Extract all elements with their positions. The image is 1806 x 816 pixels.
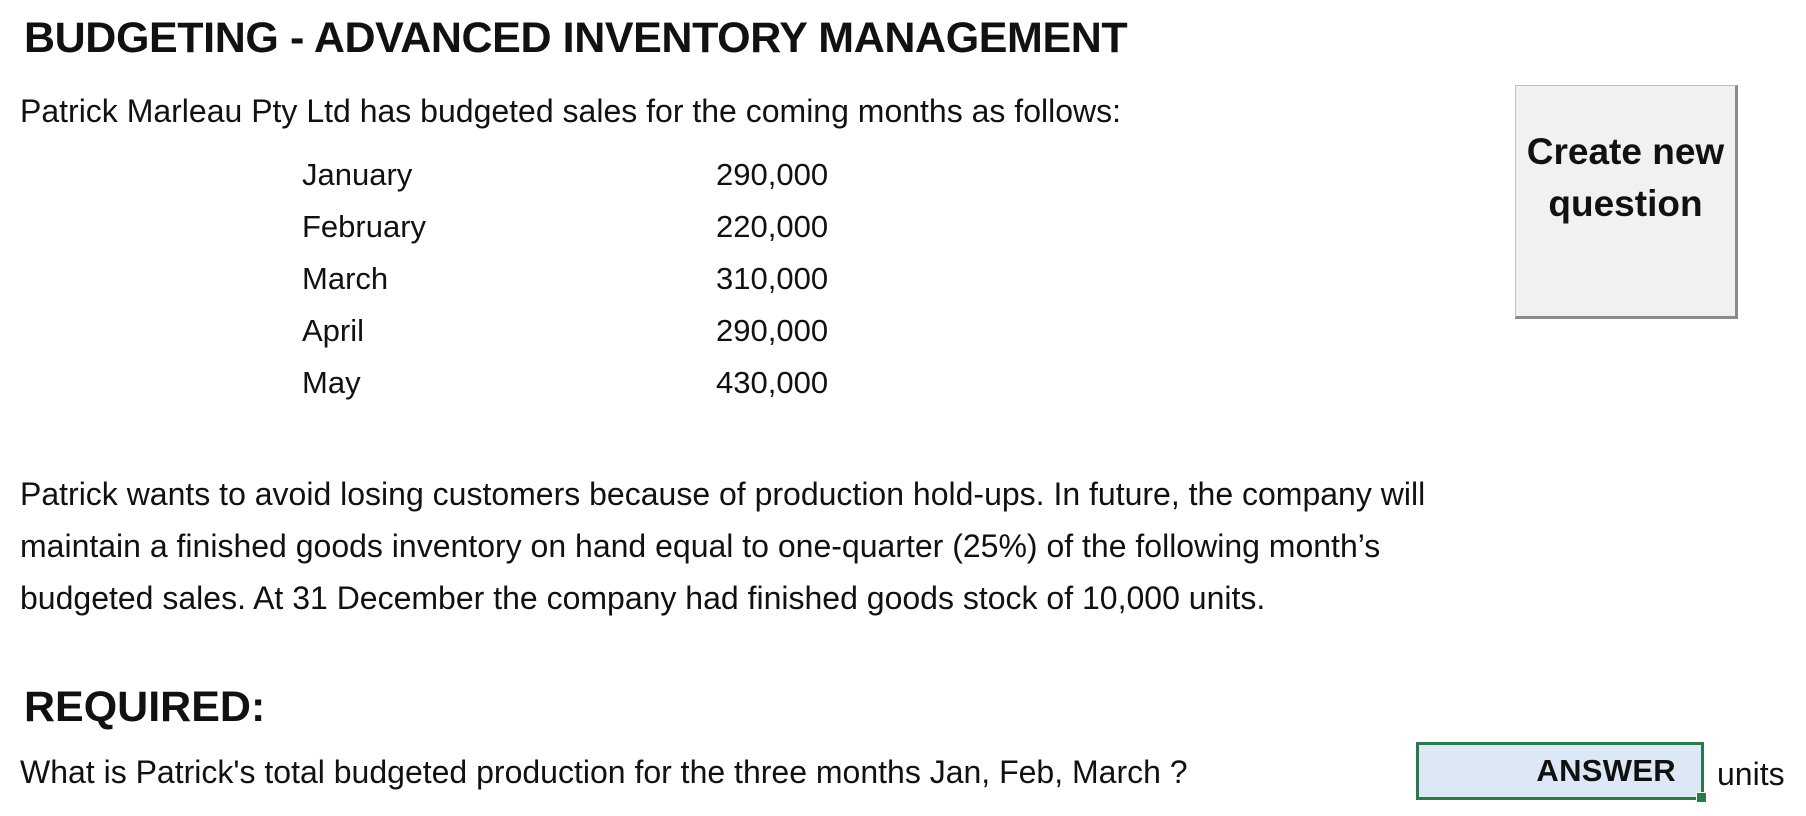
paragraph-line: maintain a finished goods inventory on hand equal to one-quarter (25%) of the following month’s [20,528,1381,564]
sales-amount: 290,000 [716,157,829,192]
sales-row-march [302,259,862,311]
sales-amount: 290,000 [716,313,829,348]
required-heading: REQUIRED: [24,683,266,731]
scenario-paragraph [20,468,1480,624]
cell-fill-handle[interactable] [1696,792,1707,803]
month-label: March [302,261,389,296]
sales-amount: 430,000 [716,365,829,400]
answer-input-cell[interactable] [1416,742,1704,800]
question-text: What is Patrick's total budgeted production for the three months Jan, Feb, March ? [20,754,1188,790]
create-button-label-line: question [1548,183,1703,224]
answer-label: ANSWER [1536,753,1676,788]
paragraph-line: Patrick wants to avoid losing customers because of production hold-ups. In future, the company will [20,476,1426,512]
sales-row-february [302,207,862,259]
sales-row-may [302,363,862,415]
month-label: May [302,365,361,400]
month-label: February [302,209,427,244]
answer-unit-label: units [1717,756,1785,792]
paragraph-line: budgeted sales. At 31 December the company had finished goods stock of 10,000 units. [20,580,1266,616]
sales-amount: 220,000 [716,209,829,244]
sales-row-april [302,311,862,363]
sales-table [302,155,862,415]
create-button-label-line: Create new [1526,131,1725,172]
create-new-question-button[interactable] [1515,85,1738,319]
sales-amount: 310,000 [716,261,829,296]
create-button-label [1521,126,1731,230]
sales-row-january [302,155,862,207]
page-title: BUDGETING - ADVANCED INVENTORY MANAGEMENT [24,14,1128,62]
intro-text: Patrick Marleau Pty Ltd has budgeted sales for the coming months as follows: [20,93,1121,129]
month-label: April [302,313,365,348]
month-label: January [302,157,413,192]
